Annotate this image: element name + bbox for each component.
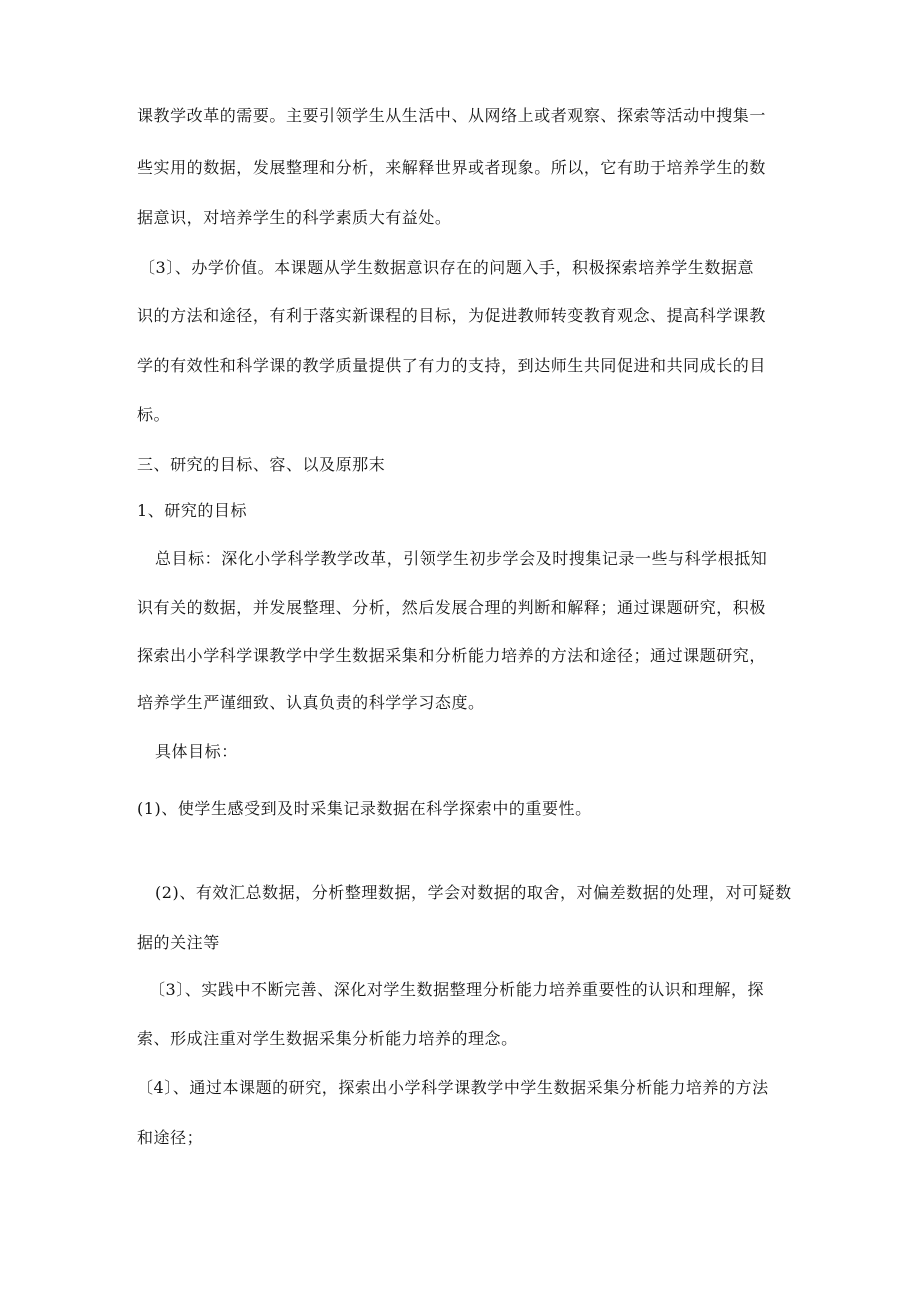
- list-item: 〔3〕、实践中不断完善、深化对学生数据整理分析能力培养重要性的认识和理解，探: [149, 980, 765, 999]
- paragraph-line: 识有关的数据，并发展整理、分析，然后发展合理的判断和解释；通过课题研究，积极: [137, 598, 766, 617]
- paragraph-line: 培养学生严谨细致、认真负责的科学学习态度。: [137, 693, 485, 712]
- paragraph-line: 探索出小学科学课教学中学生数据采集和分析能力培养的方法和途径；通过课题研究，: [137, 646, 766, 665]
- paragraph-line: 索、形成注重对学生数据采集分析能力培养的理念。: [137, 1029, 518, 1048]
- subsection-heading: 1、研究的目标: [137, 501, 248, 520]
- paragraph-line: 总目标：深化小学科学教学改革，引领学生初步学会及时搜集记录一些与科学根抵知: [155, 549, 768, 568]
- list-item: (1)、使学生感受到及时采集记录数据在科学探索中的重要性。: [137, 799, 592, 818]
- paragraph-line: 具体目标：: [155, 742, 238, 761]
- paragraph-line: 些实用的数据，发展整理和分析，来解释世界或者现象。所以，它有助于培养学生的数: [137, 158, 766, 177]
- paragraph-line: 据的关注等: [137, 933, 220, 952]
- paragraph-line: 〔3〕、办学价值。本课题从学生数据意识存在的问题入手，积极探索培养学生数据意: [139, 258, 755, 277]
- paragraph-line: 学的有效性和科学课的教学质量提供了有力的支持，到达师生共同促进和共同成长的目: [137, 356, 766, 375]
- section-heading: 三、研究的目标、容、以及原那末: [137, 455, 386, 474]
- paragraph-line: 识的方法和途径，有利于落实新课程的目标，为促进教师转变教育观念、提高科学课教: [137, 306, 766, 325]
- list-item: (2)、有效汇总数据，分析整理数据，学会对数据的取舍，对偏差数据的处理，对可疑数: [155, 883, 792, 902]
- paragraph-line: 标。: [137, 405, 171, 424]
- paragraph-line: 据意识，对培养学生的科学素质大有益处。: [137, 208, 452, 227]
- paragraph-line: 课教学改革的需要。主要引领学生从生活中、从网络上或者观察、探索等活动中搜集一: [137, 106, 766, 125]
- list-item: 〔4〕、通过本课题的研究，探索出小学科学课教学中学生数据采集分析能力培养的方法: [137, 1078, 769, 1097]
- paragraph-line: 和途径；: [137, 1128, 204, 1147]
